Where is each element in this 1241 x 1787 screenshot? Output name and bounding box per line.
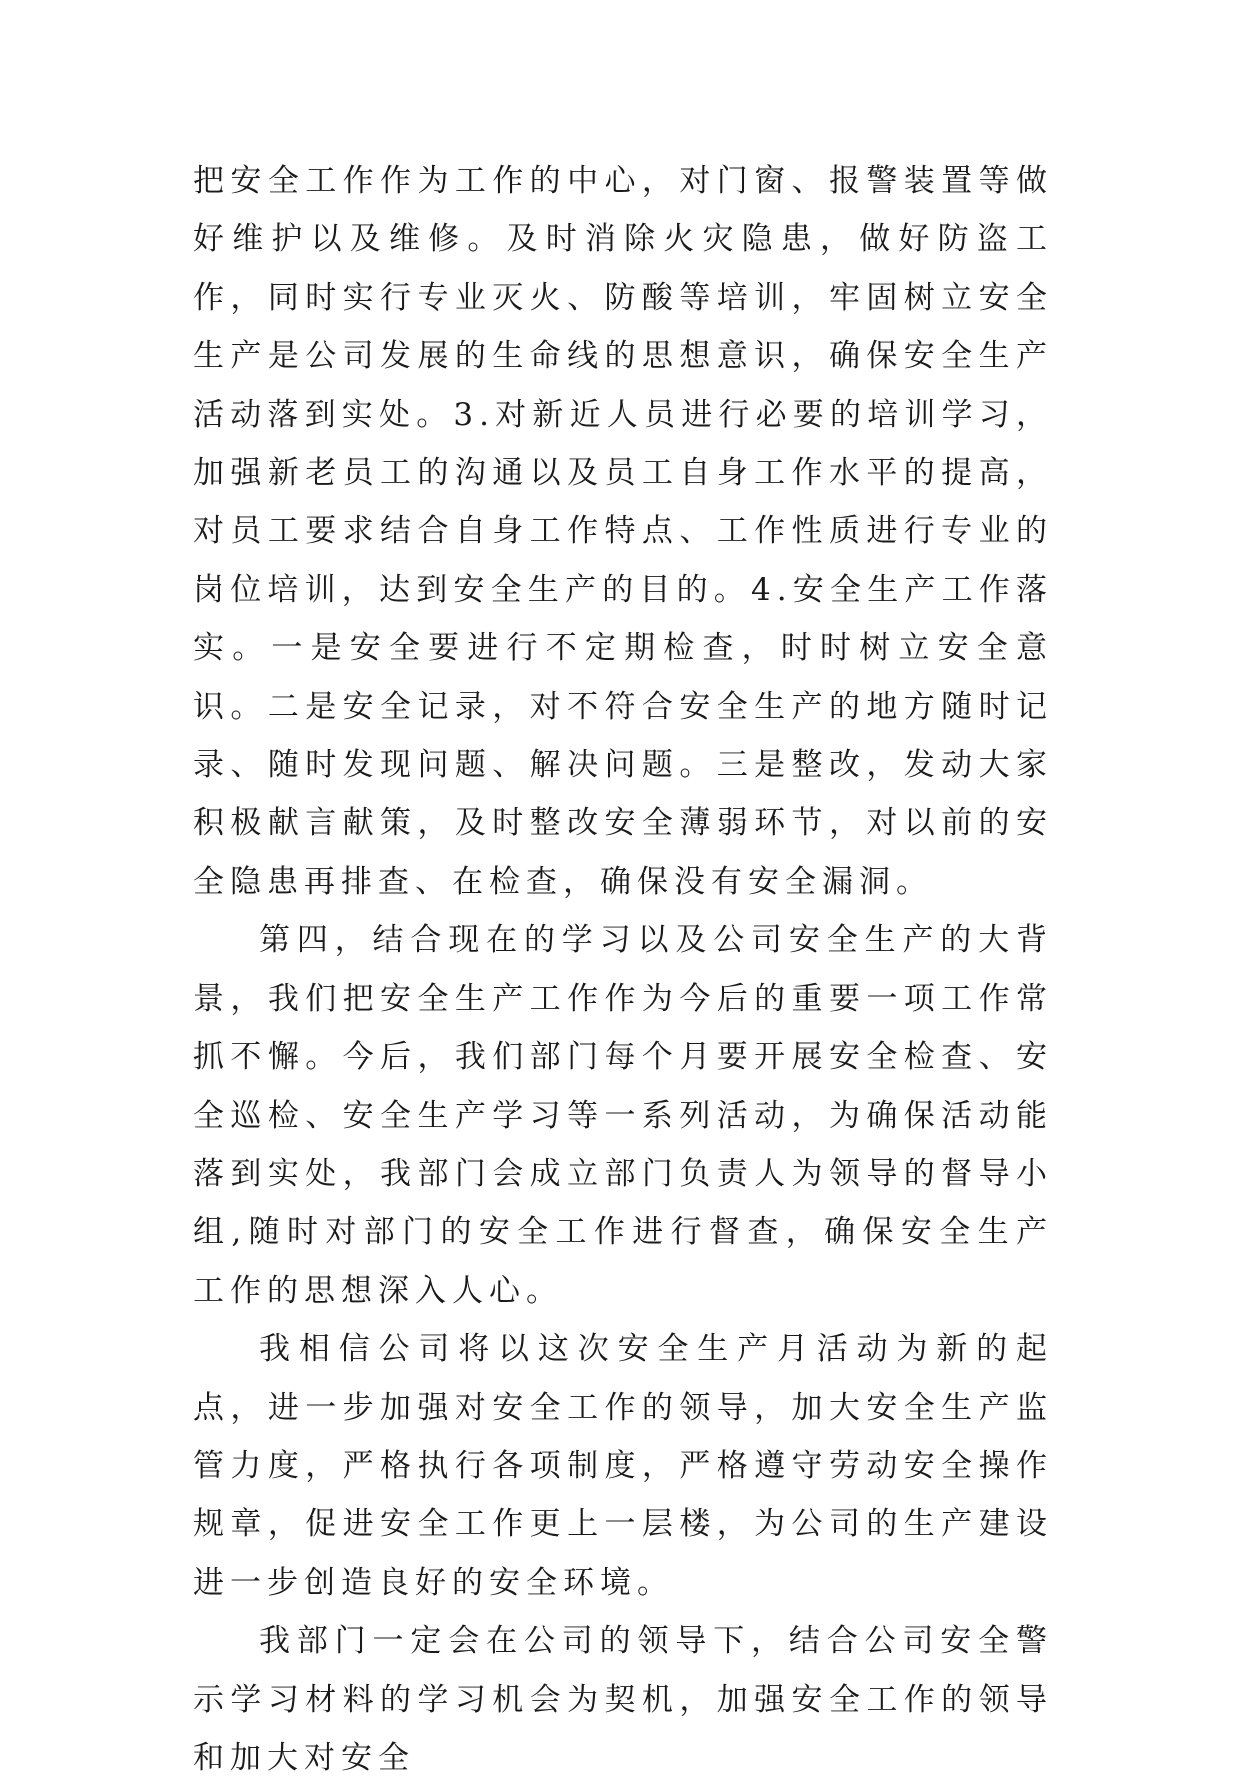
- paragraph-fourth-point: 第四，结合现在的学习以及公司安全生产的大背景，我们把安全生产工作作为今后的重要一项工作常抓不懈。今后，我们部门每个月要开展安全检查、安全巡检、安全生产学习等一系列活动，为确保活动能落到实处，我部门会成立部门负责人为领导的督导小组,随时对部门的安全工作进行督查，确保安全生产工作的思想深入人心。: [193, 922, 1053, 1309]
- paragraph-continuation: 把安全工作作为工作的中心，对门窗、报警装置等做好维护以及维修。及时消除火灾隐患，做好防盗工作，同时实行专业灭火、防酸等培训，牢固树立安全生产是公司发展的生命线的思想意识，确保安全生产活动落到实处。3.对新近人员进行必要的培训学习，加强新老员工的沟通以及员工自身工作水平的提高，对员工要求结合自身工作特点、工作性质进行专业的岗位培训，达到安全生产的目的。4.安全生产工作落实。一是安全要进行不定期检查，时时树立安全意识。二是安全记录，对不符合安全生产的地方随时记录、随时发现问题、解决问题。三是整改，发动大家积极献言献策，及时整改安全薄弱环节，对以前的安全隐患再排查、在检查，确保没有安全漏洞。: [193, 163, 1053, 900]
- paragraph-commitment: 我部门一定会在公司的领导下，结合公司安全警示学习材料的学习机会为契机，加强安全工作的领导和加大对安全: [193, 1623, 1053, 1776]
- document-body: [193, 152, 1053, 1787]
- paragraph-belief: 我相信公司将以这次安全生产月活动为新的起点，进一步加强对安全工作的领导，加大安全生产监管力度，严格执行各项制度，严格遵守劳动安全操作规章，促进安全工作更上一层楼，为公司的生产建设进一步创造良好的安全环境。: [193, 1331, 1053, 1601]
